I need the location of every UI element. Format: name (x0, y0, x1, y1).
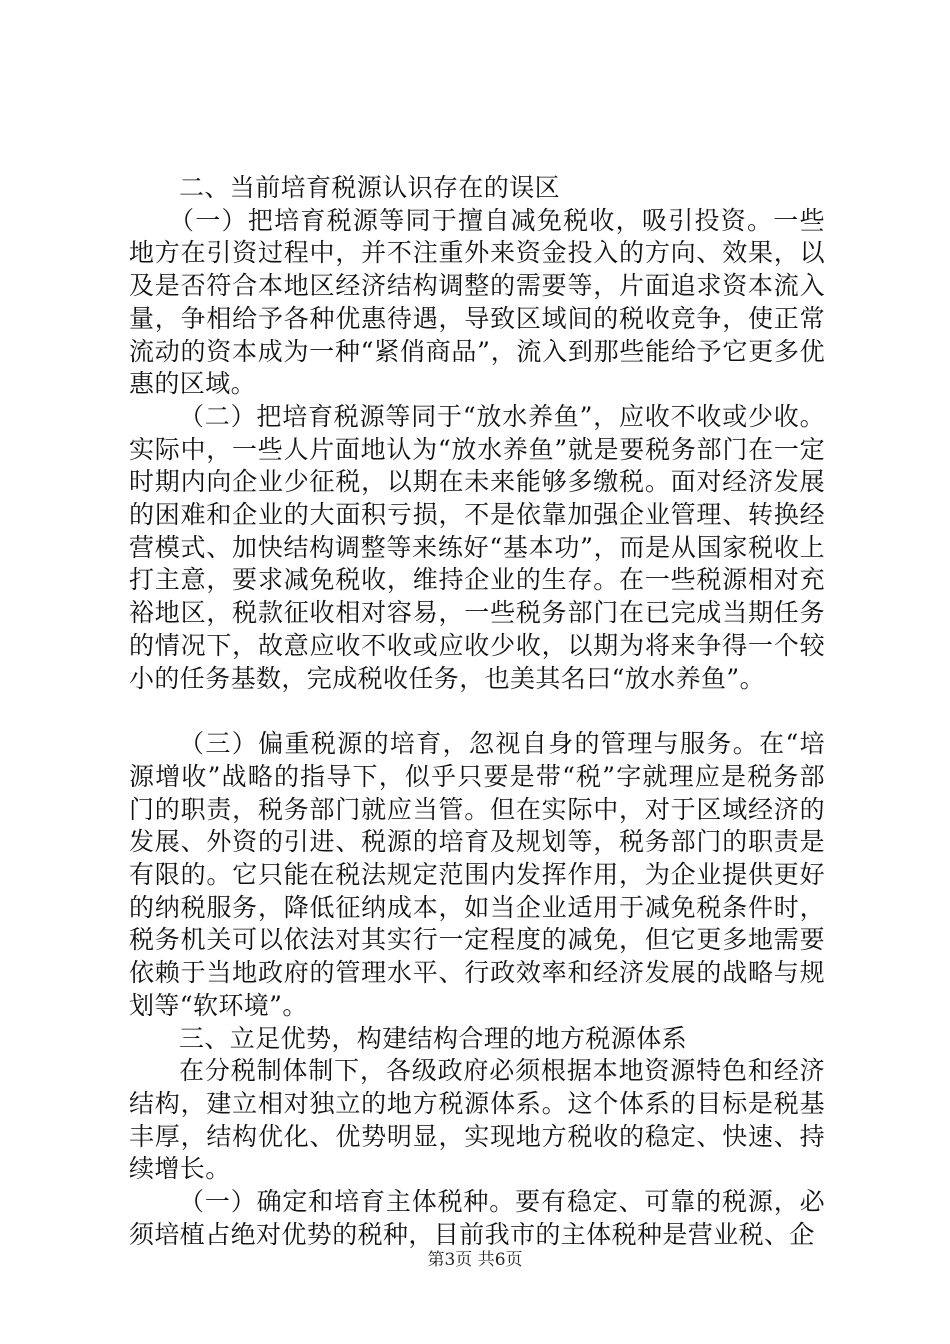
blank-line (129, 695, 825, 728)
paragraph-3-intro: 在分税制体制下，各级政府必须根据本地资源特色和经济结构，建立相对独立的地方税源体系。这个体系的目标是税基丰厚，结构优化、优势明显，实现地方税收的稳定、快速、持续增长。 (129, 1056, 825, 1184)
section-heading-2: 二、当前培育税源认识存在的误区 (179, 173, 561, 202)
section-heading-3: 三、立足优势，构建结构合理的地方税源体系 (179, 1023, 688, 1053)
page-footer: 第3页 共6页 (427, 1250, 523, 1270)
paragraph-2-2: （二）把培育税源等同于“放水养鱼”，应收不收或少收。实际中，一些人片面地认为“放水养鱼”就是要税务部门在一定时期内向企业少征税，以期在未来能够多缴税。面对经济发展的困难和企业的大面积亏损，不是依靠加强企业管理、转换经营模式、加快结构调整等来练好“基本功”，而是从国家税收上打主意，要求减免税收，维持企业的生存。在一些税源相对充裕地区，税款征收相对容易，一些税务部门在已完成当期任务的情况下，故意应收不收或应收少收，以期为将来争得一个较小的任务基数，完成税收任务，也美其名曰“放水养鱼”。 (129, 401, 825, 693)
paragraph-2-3: （三）偏重税源的培育，忽视自身的管理与服务。在“培源增收”战略的指导下，似乎只要是带“税”字就理应是税务部门的职责，税务部门就应当管。但在实际中，对于区域经济的发展、外资的引进、税源的培育及规划等，税务部门的职责是有限的。它只能在税法规定范围内发挥作用，为企业提供更好的纳税服务，降低征纳成本，如当企业适用于减免税条件时，税务机关可以依法对其实行一定程度的减免，但它更多地需要依赖于当地政府的管理水平、行政效率和经济发展的战略与规划等“软环境”。 (129, 729, 825, 1020)
paragraph-2-1: （一）把培育税源等同于擅自减免税收，吸引投资。一些地方在引资过程中，并不注重外来资金投入的方向、效果，以及是否符合本地区经济结构调整的需要等，片面追求资本流入量，争相给予各种优惠待遇，导致区域间的税收竞争，使正常流动的资本成为一种“紧俏商品”，流入到那些能给予它更多优惠的区域。 (129, 205, 825, 399)
paragraph-3-1: （一）确定和培育主体税种。要有稳定、可靠的税源，必须培植占绝对优势的税种，目前我市的主体税种是营业税、企 (129, 1187, 825, 1249)
document-body (129, 172, 825, 1252)
